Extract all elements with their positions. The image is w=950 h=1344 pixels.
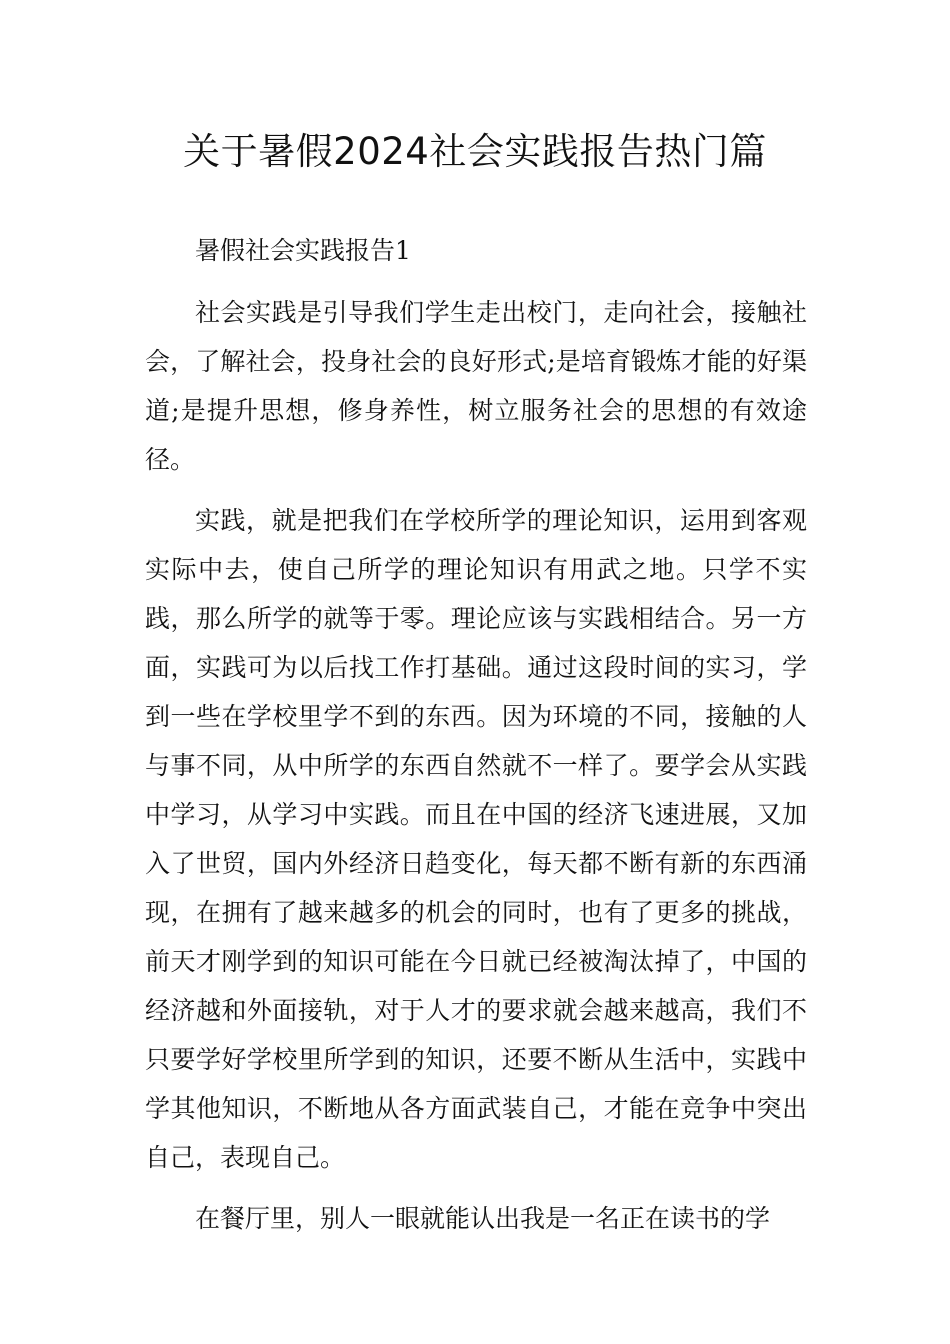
paragraph-2: 实践，就是把我们在学校所学的理论知识，运用到客观实际中去，使自己所学的理论知识有用武之地。只学不实践，那么所学的就等于零。理论应该与实践相结合。另一方面，实践可为以后找工作打基础。通过这段时间的实习，学到一些在学校里学不到的东西。因为环境的不同，接触的人与事不同，从中所学的东西自然就不一样了。要学会从实践中学习，从学习中实践。而且在中国的经济飞速进展，又加入了世贸，国内外经济日趋变化，每天都不断有新的东西涌现，在拥有了越来越多的机会的同时，也有了更多的挑战，前天才刚学到的知识可能在今日就已经被淘汰掉了，中国的经济越和外面接轨，对于人才的要求就会越来越高，我们不只要学好学校里所学到的知识，还要不断从生活中，实践中学其他知识，不断地从各方面武装自己，才能在竞争中突出自己，表现自己。 [145,506,807,1172]
paragraph-1: 社会实践是引导我们学生走出校门，走向社会，接触社会，了解社会，投身社会的良好形式;是培育锻炼才能的好渠道;是提升思想，修身养性，树立服务社会的思想的有效途径。 [145,298,807,474]
document-title: 关于暑假2024社会实践报告热门篇 [183,130,767,173]
paragraph-3: 在餐厅里，别人一眼就能认出我是一名正在读书的学 [195,1204,771,1233]
document-body [145,226,807,1243]
section-heading: 暑假社会实践报告1 [195,236,411,265]
